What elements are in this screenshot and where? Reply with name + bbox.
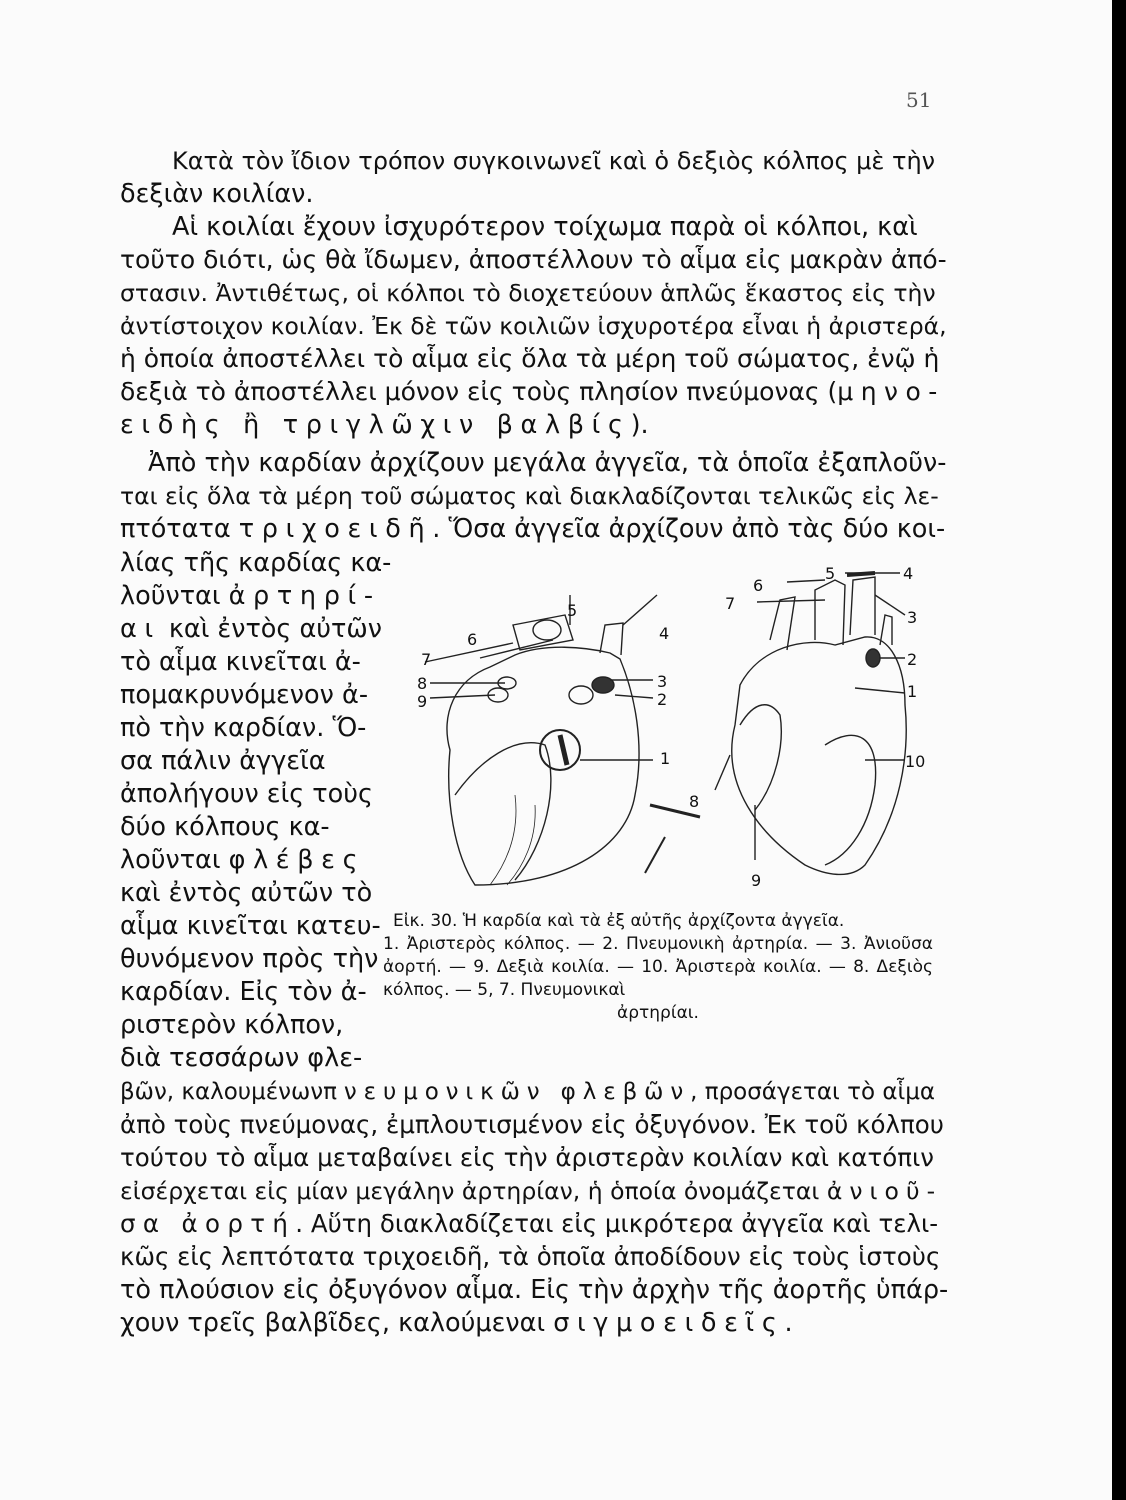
text-line: δεξιὰ τὸ ἀποστέλλει μόνον εἰς τοὺς πλησίον πνεύμονας (μηνο- [120, 377, 945, 406]
text-line: στασιν. Ἀντιθέτως, οἱ κόλποι τὸ διοχετεύουν ἁπλῶς ἕκαστος εἰς τὴν [120, 279, 936, 307]
text-line: ἀπολήγουν εἰς τοὺς [120, 779, 373, 809]
text-line: ἀντίστοιχον κοιλίαν. Ἐκ δὲ τῶν κοιλιῶν ἰσχυροτέρα εἶναι ἡ ἀριστερά, [120, 312, 947, 340]
aorta-stub [600, 623, 623, 655]
text-line: αι καὶ ἐντὸς αὐτῶν [120, 614, 382, 644]
emphasis-text: σιγμοειδεῖς [553, 1308, 785, 1338]
left-heart-ventricle-line [455, 743, 551, 880]
label: 8 [689, 792, 700, 811]
text-line: λίας τῆς καρδίας κα- [120, 548, 392, 578]
vessel-ring [533, 620, 561, 640]
text-line: αἷμα κινεῖται κατευ- [120, 911, 381, 941]
text-line: λοῦνται φλέβες [120, 845, 366, 875]
label: 9 [417, 692, 428, 711]
text-line: θυνόμενον πρὸς τὴν [120, 944, 379, 974]
text-line: Αἱ κοιλίαι ἔχουν ἰσχυρότερον τοίχωμα παρὰ οἱ κόλποι, καὶ [172, 212, 918, 242]
label: 7 [725, 594, 736, 613]
label: 6 [753, 576, 764, 595]
text-line: ται εἰς ὅλα τὰ μέρη τοῦ σώματος καὶ διακλαδίζονται τελικῶς εἰς λε- [120, 482, 939, 510]
right-heart-atrium-line [740, 705, 781, 810]
caption-body: 1. Ἀριστερὸς κόλπος. — 2. Πνευμονικὴ ἀρτηρία. — 3. Ἀνιοῦσα ἀορτή. — 9. Δεξιὰ κοιλία. — 10. Ἀριστερὰ κοιλία. — 8. Δεξιὸς κόλπος. — 5, 7. Πνευμονικαὶ [383, 934, 933, 1000]
emphasis-text: αι [120, 614, 161, 644]
text-line: δύο κόλπους κα- [120, 812, 330, 842]
label: 1 [660, 749, 671, 768]
text-line: βῶν, καλουμένωνπνευμονικῶν φλεβῶν, προσάγεται τὸ αἷμα [120, 1079, 936, 1105]
figure-caption [383, 910, 933, 1025]
emphasis-text: τριχοειδῆ [238, 514, 433, 544]
label: 3 [907, 608, 918, 627]
text-line: σα πάλιν ἀγγεῖα [120, 746, 326, 776]
text-line: τοῦτο διότι, ὡς θὰ ἴδωμεν, ἀποστέλλουν τὸ αἷμα εἰς μακρὰν ἀπό- [120, 245, 947, 274]
label: 2 [907, 650, 918, 669]
label: 2 [657, 690, 668, 709]
page-number: 51 [906, 88, 932, 112]
text-line: εἰσέρχεται εἰς μίαν μεγάλην ἀρτηρίαν, ἡ ὁποία ὀνομάζεται ἀνιοῦ- [120, 1177, 943, 1205]
text-line: καὶ ἐντὸς αὐτῶν τὸ [120, 878, 373, 908]
text-line: ειδὴς ἢ τριγλῶχιν βαλβίς). [120, 410, 649, 440]
label: 7 [421, 650, 432, 669]
text-line: τὸ αἷμα κινεῖται ἀ- [120, 647, 361, 677]
scan-edge [1112, 0, 1126, 1500]
emphasis-text: φλέβες [228, 845, 366, 875]
text-line: κῶς εἰς λεπτότατα τριχοειδῆ, τὰ ὁποῖα ἀποδίδουν εἰς τοὺς ἱστοὺς [120, 1242, 941, 1271]
right-heart-ventricle-line [825, 735, 876, 865]
label: 1 [907, 682, 918, 701]
text-line: πτότατα τριχοειδῆ. Ὅσα ἀγγεῖα ἀρχίζουν ἀπὸ τὰς δύο κοι- [120, 514, 946, 544]
text-line: ριστερὸν κόλπον, [120, 1010, 344, 1040]
emphasis-text: ἀνιοῦ- [826, 1177, 943, 1205]
right-heart-outline [732, 637, 906, 875]
caption-last: ἀρτηρίαι. [617, 1003, 699, 1023]
right-figure-labels [689, 564, 925, 890]
text-line: σα ἀορτή. Αὕτη διακλαδίζεται εἰς μικρότερα ἀγγεῖα καὶ τελι- [120, 1209, 939, 1238]
text-line: τούτου τὸ αἷμα μεταβαίνει εἰς τὴν ἀριστερὰν κοιλίαν καὶ κατόπιν [120, 1143, 934, 1172]
left-figure-labels [417, 601, 670, 768]
label: 4 [903, 564, 914, 583]
text-line: χουν τρεῖς βαλβῖδες, καλούμεναι σιγμοειδεῖς. [120, 1308, 793, 1338]
text-line: Ἀπὸ τὴν καρδίαν ἀρχίζουν μεγάλα ἀγγεῖα, τὰ ὁποῖα ἐξαπλοῦν- [148, 448, 947, 478]
label: 6 [467, 630, 478, 649]
text-line: λοῦνται ἀρτηρί- [120, 581, 381, 611]
text-line: πομακρυνόμενον ἀ- [120, 680, 369, 710]
text-line: ἡ ὁποία ἀποστέλλει τὸ αἷμα εἰς ὅλα τὰ μέρη τοῦ σώματος, ἐνῷ ἡ [120, 344, 940, 373]
label: 10 [905, 752, 926, 771]
text-line: ἀπὸ τοὺς πνεύμονας, ἐμπλουτισμένον εἰς ὀξυγόνον. Ἐκ τοῦ κόλπου [120, 1110, 944, 1139]
emphasis-text: ἀρτηρί- [228, 581, 381, 611]
heart-diagram [395, 555, 950, 900]
text-line: δεξιὰν κοιλίαν. [120, 179, 314, 209]
label: 4 [659, 624, 670, 643]
text-line: διὰ τεσσάρων φλε- [120, 1043, 363, 1073]
caption-title: Εἰκ. 30. Ἡ καρδία καὶ τὰ ἐξ αὐτῆς ἀρχίζοντα ἀγγεῖα. [393, 911, 845, 931]
label: 5 [567, 601, 578, 620]
label: 8 [417, 674, 428, 693]
text-line: τὸ πλούσιον εἰς ὀξυγόνον αἷμα. Εἰς τὴν ἀρχὴν τῆς ἀορτῆς ὑπάρ- [120, 1275, 949, 1305]
emphasis-text: σα ἀορτή [120, 1209, 296, 1238]
text-line: πὸ τὴν καρδίαν. Ὅ- [120, 713, 367, 743]
label: 3 [657, 672, 668, 691]
text-line: καρδίαν. Εἰς τὸν ἀ- [120, 977, 367, 1007]
text-line: Κατὰ τὸν ἴδιον τρόπον συγκοινωνεῖ καὶ ὁ δεξιὸς κόλπος μὲ τὴν [172, 147, 936, 175]
label: 5 [825, 564, 836, 583]
emphasis-text: ειδὴς ἢ τριγλῶχιν βαλβίς [120, 410, 631, 440]
label: 9 [751, 871, 762, 890]
emphasis-text: μηνο- [837, 377, 945, 406]
emphasis-text: πνευμονικῶν φλεβῶν [323, 1079, 691, 1105]
